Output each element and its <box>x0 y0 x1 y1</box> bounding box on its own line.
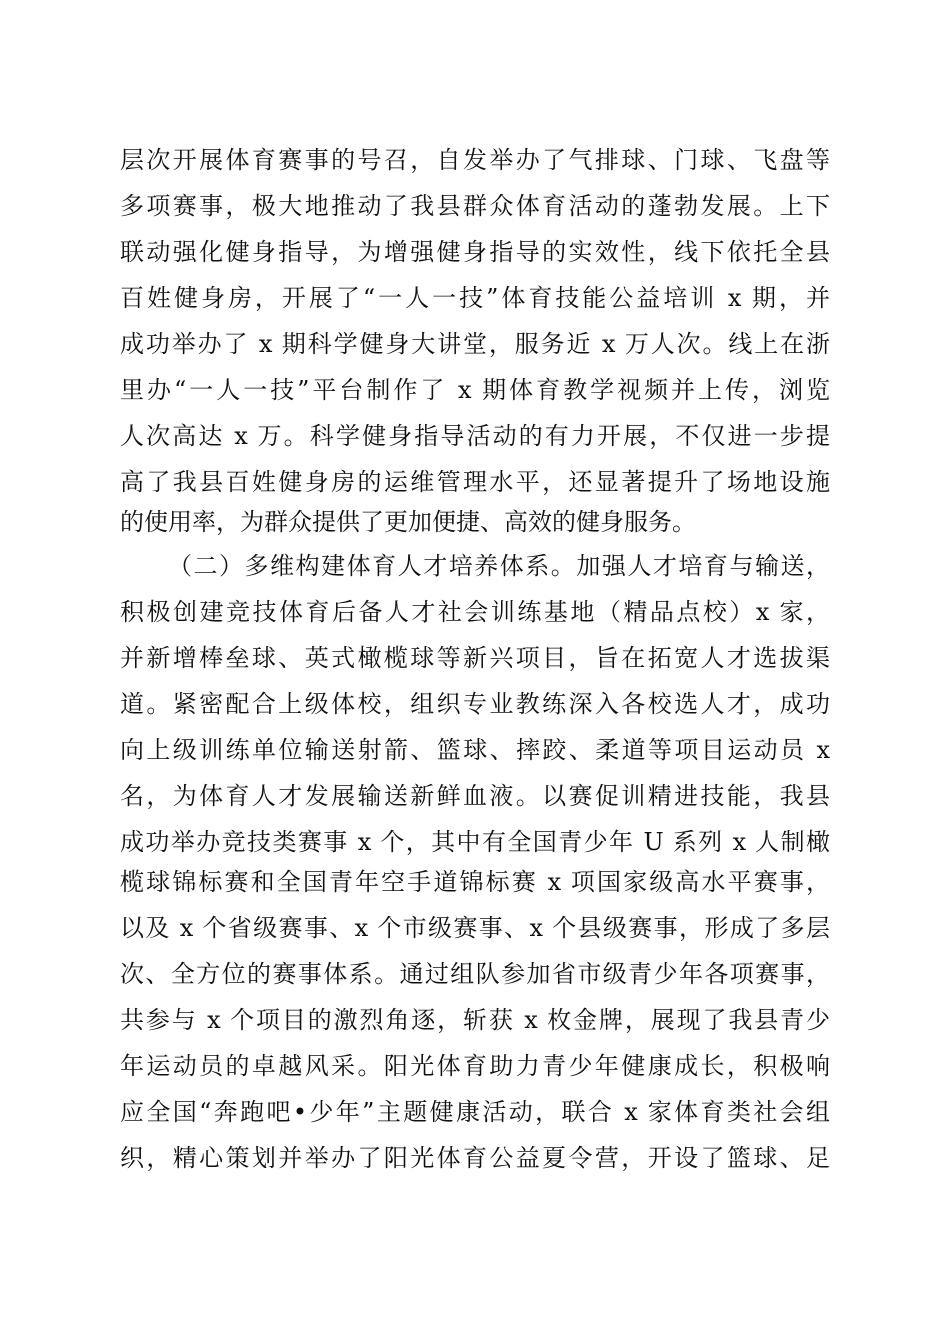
body-text-line: 榄球锦标赛和全国青年空手道锦标赛 x 项国家级高水平赛事， <box>120 868 830 896</box>
body-text-line: 联动强化健身指导，为增强健身指导的实效性，线下依托全县 <box>120 238 830 266</box>
body-text-line: 应全国“奔跑吧•少年”主题健康活动，联合 x 家体育类社会组 <box>120 1098 830 1126</box>
body-text-line: 年运动员的卓越风采。阳光体育助力青少年健康成长，积极响 <box>120 1052 830 1080</box>
body-text-line: 积极创建竞技体育后备人才社会训练基地（精品点校）x 家， <box>120 598 830 626</box>
section-heading-line: （二）多维构建体育人才培养体系。加强人才培育与输送， <box>168 552 830 580</box>
body-text-line: 成功举办竞技类赛事 x 个，其中有全国青少年 U 系列 x 人制橄 <box>120 828 830 856</box>
body-text-line: 成功举办了 x 期科学健身大讲堂，服务近 x 万人次。线上在浙 <box>120 330 830 358</box>
body-text-line: 共参与 x 个项目的激烈角逐，斩获 x 枚金牌，展现了我县青少 <box>120 1006 830 1034</box>
body-text-line: 的使用率，为群众提供了更加便捷、高效的健身服务。 <box>120 508 696 536</box>
body-text-line: 织，精心策划并举办了阳光体育公益夏令营，开设了篮球、足 <box>120 1144 830 1172</box>
body-text-line: 次、全方位的赛事体系。通过组队参加省市级青少年各项赛事， <box>120 960 830 988</box>
body-text-line: 高了我县百姓健身房的运维管理水平，还显著提升了场地设施 <box>120 468 830 496</box>
body-text-line: 以及 x 个省级赛事、x 个市级赛事、x 个县级赛事，形成了多层 <box>120 914 830 942</box>
body-text-line: 道。紧密配合上级体校，组织专业教练深入各校选人才，成功 <box>120 690 830 718</box>
body-text-line: 向上级训练单位输送射箭、篮球、摔跤、柔道等项目运动员 x <box>120 736 830 764</box>
body-text-line: 并新增棒垒球、英式橄榄球等新兴项目，旨在拓宽人才选拔渠 <box>120 644 830 672</box>
body-text-line: 多项赛事，极大地推动了我县群众体育活动的蓬勃发展。上下 <box>120 192 830 220</box>
body-text-line: 百姓健身房，开展了“一人一技”体育技能公益培训 x 期，并 <box>120 284 830 312</box>
body-text-line: 里办“一人一技”平台制作了 x 期体育教学视频并上传，浏览 <box>120 376 830 404</box>
body-text-line: 人次高达 x 万。科学健身指导活动的有力开展，不仅进一步提 <box>120 422 830 450</box>
body-text-line: 名，为体育人才发展输送新鲜血液。以赛促训精进技能，我县 <box>120 782 830 810</box>
body-text-line: 层次开展体育赛事的号召，自发举办了气排球、门球、飞盘等 <box>120 146 830 174</box>
